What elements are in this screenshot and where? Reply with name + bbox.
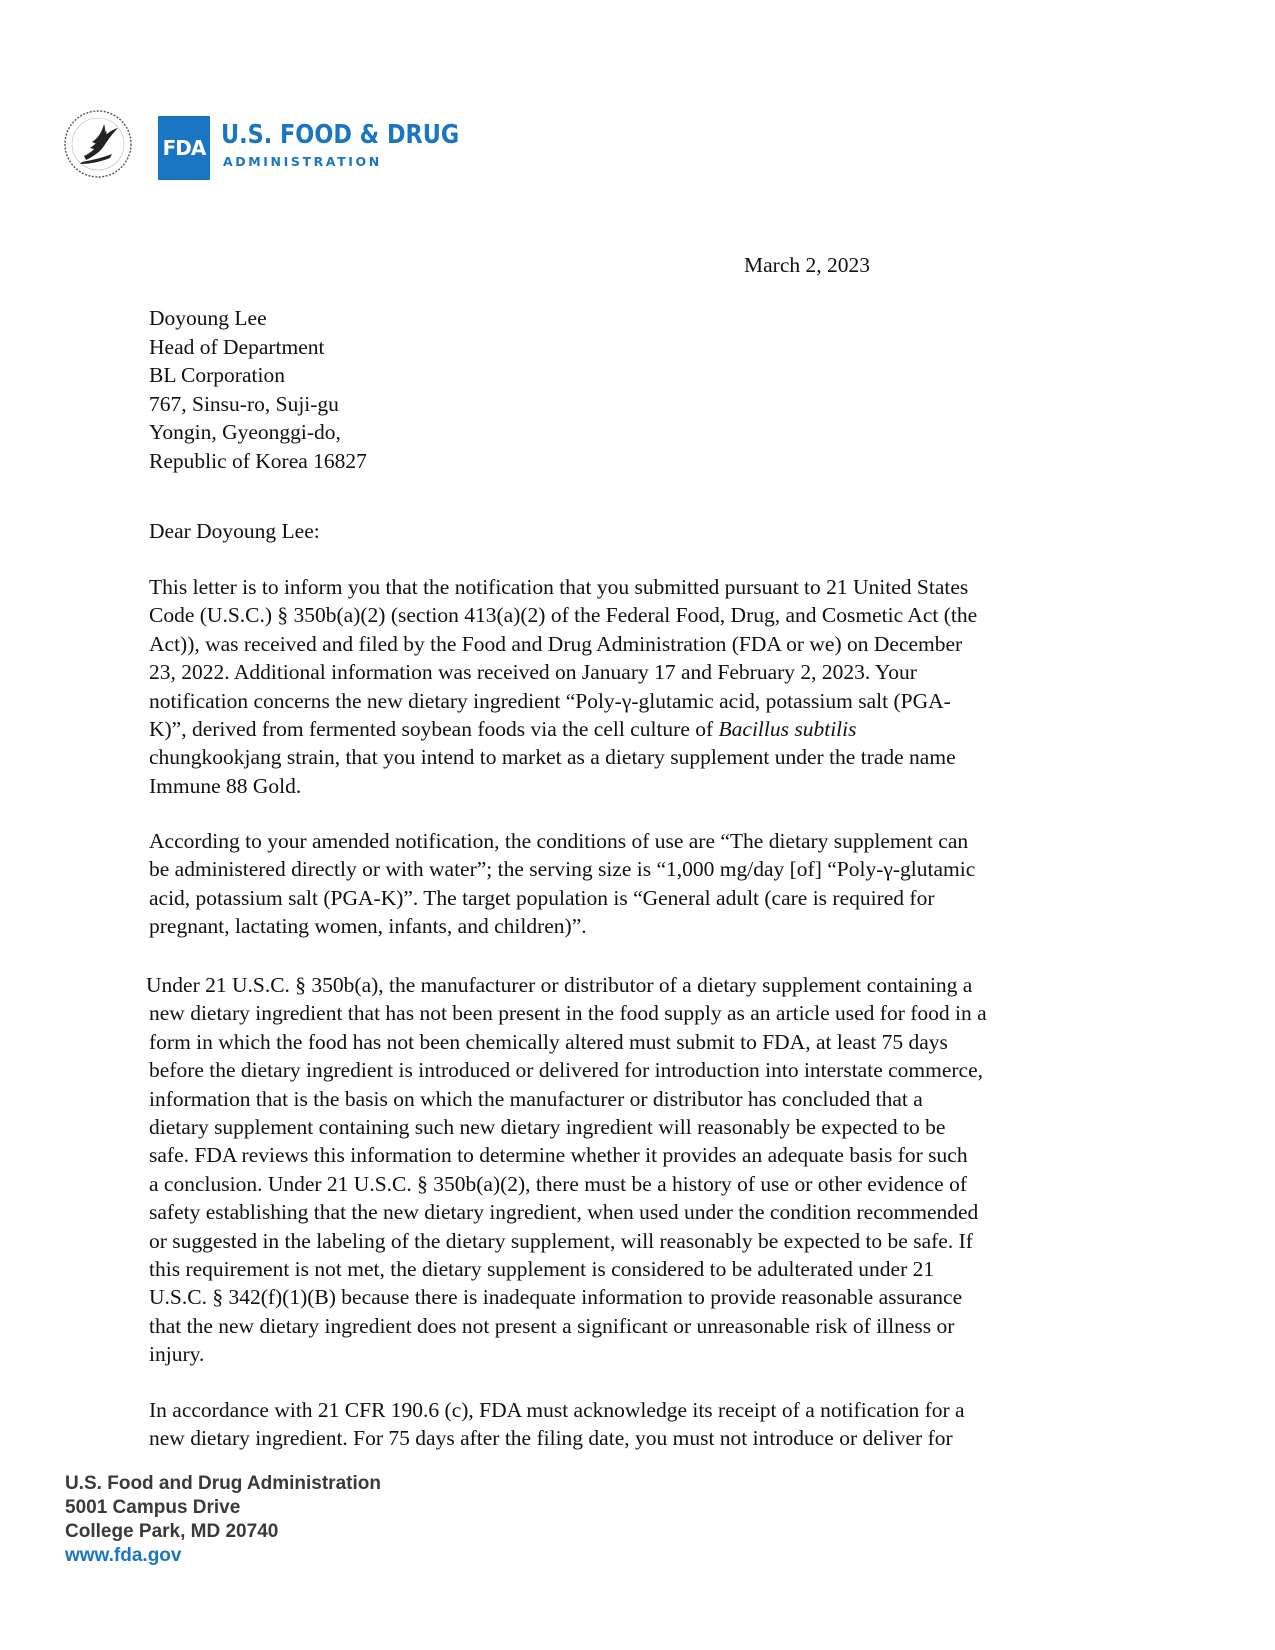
text-line: before the dietary ingredient is introduced or delivered for introduction into interstate commerce, xyxy=(149,1058,984,1083)
text-line: that the new dietary ingredient does not present a significant or unreasonable risk of illness or xyxy=(149,1313,955,1338)
text-line: new dietary ingredient that has not been present in the food supply as an article used for food in a xyxy=(149,1001,987,1026)
address-line: Head of Department xyxy=(149,334,325,359)
text-line: safety establishing that the new dietary ingredient, when used under the condition recommended xyxy=(149,1200,979,1225)
address-line: Republic of Korea 16827 xyxy=(149,448,367,473)
text-line: This letter is to inform you that the notification that you submitted pursuant to 21 United States xyxy=(149,575,969,599)
text-line: this requirement is not met, the dietary supplement is considered to be adulterated under 21 xyxy=(149,1257,935,1282)
text-line: Under 21 U.S.C. § 350b(a), the manufacturer or distributor of a dietary supplement containing a xyxy=(146,973,973,997)
text-line: or suggested in the labeling of the dietary supplement, will reasonably be expected to be safe. If xyxy=(149,1228,973,1253)
letterhead xyxy=(62,108,482,182)
text-line xyxy=(149,715,977,743)
text-line: notification concerns the new dietary ingredient “Poly-γ-glutamic acid, potassium salt (PGA- xyxy=(149,688,951,713)
species-name: Bacillus subtilis xyxy=(718,717,857,742)
address-line: Yongin, Gyeonggi-do, xyxy=(149,420,341,444)
footer-agency: U.S. Food and Drug Administration xyxy=(65,1473,381,1494)
address-line: BL Corporation xyxy=(149,363,285,387)
fda-logo-box: FDA xyxy=(158,116,210,180)
address-line: Doyoung Lee xyxy=(149,306,267,330)
text-line: injury. xyxy=(149,1342,205,1367)
text-line: In accordance with 21 CFR 190.6 (c), FDA must acknowledge its receipt of a notification for a xyxy=(149,1398,965,1422)
agency-name: U.S. FOOD & DRUG xyxy=(221,120,460,150)
text-line: safe. FDA reviews this information to determine whether it provides an adequate basis for such xyxy=(149,1143,968,1168)
recipient-address xyxy=(149,304,367,475)
paragraph-acknowledgement xyxy=(149,1396,965,1453)
paragraph-statute xyxy=(146,971,987,1369)
text-line: information that is the basis on which the manufacturer or distributor has concluded that a xyxy=(149,1086,923,1111)
footer-website-link[interactable]: www.fda.gov xyxy=(65,1545,182,1566)
paragraph-conditions xyxy=(149,827,975,941)
salutation: Dear Doyoung Lee: xyxy=(149,519,320,543)
paragraph-notification xyxy=(149,573,977,800)
letter-date: March 2, 2023 xyxy=(744,253,870,277)
text-line: Code (U.S.C.) § 350b(a)(2) (section 413(a)(2) of the Federal Food, Drug, and Cosmetic Act (the xyxy=(149,603,978,628)
text-line: form in which the food has not been chemically altered must submit to FDA, at least 75 days xyxy=(149,1029,948,1054)
text-line: U.S.C. § 342(f)(1)(B) because there is inadequate information to provide reasonable assurance xyxy=(149,1285,963,1310)
footer-street: 5001 Campus Drive xyxy=(65,1497,241,1518)
text-line: pregnant, lactating women, infants, and children)”. xyxy=(149,914,587,939)
text-line: be administered directly or with water”; the serving size is “1,000 mg/day [of] “Poly-γ-glutamic xyxy=(149,857,976,882)
text-line: Act)), was received and filed by the Food and Drug Administration (FDA or we) on December xyxy=(149,631,963,656)
hhs-seal-icon xyxy=(62,108,138,180)
agency-subtitle: ADMINISTRATION xyxy=(223,154,382,169)
footer-address xyxy=(65,1472,381,1568)
text-line: 23, 2022. Additional information was received on January 17 and February 2, 2023. Your xyxy=(149,660,917,685)
footer-city: College Park, MD 20740 xyxy=(65,1521,279,1542)
text-line: dietary supplement containing such new dietary ingredient will reasonably be expected to be xyxy=(149,1115,946,1140)
text-line: new dietary ingredient. For 75 days after the filing date, you must not introduce or deliver for xyxy=(149,1426,953,1451)
text-line: According to your amended notification, the conditions of use are “The dietary supplement can xyxy=(149,829,969,853)
text-line: a conclusion. Under 21 U.S.C. § 350b(a)(2), there must be a history of use or other evidence of xyxy=(149,1171,967,1196)
text-line: acid, potassium salt (PGA-K)”. The target population is “General adult (care is required for xyxy=(149,885,935,910)
text-line: Immune 88 Gold. xyxy=(149,773,302,798)
address-line: 767, Sinsu-ro, Suji-gu xyxy=(149,391,339,416)
text-line: chungkookjang strain, that you intend to market as a dietary supplement under the trade name xyxy=(149,745,956,770)
text-span: K)”, derived from fermented soybean foods via the cell culture of xyxy=(149,717,719,742)
